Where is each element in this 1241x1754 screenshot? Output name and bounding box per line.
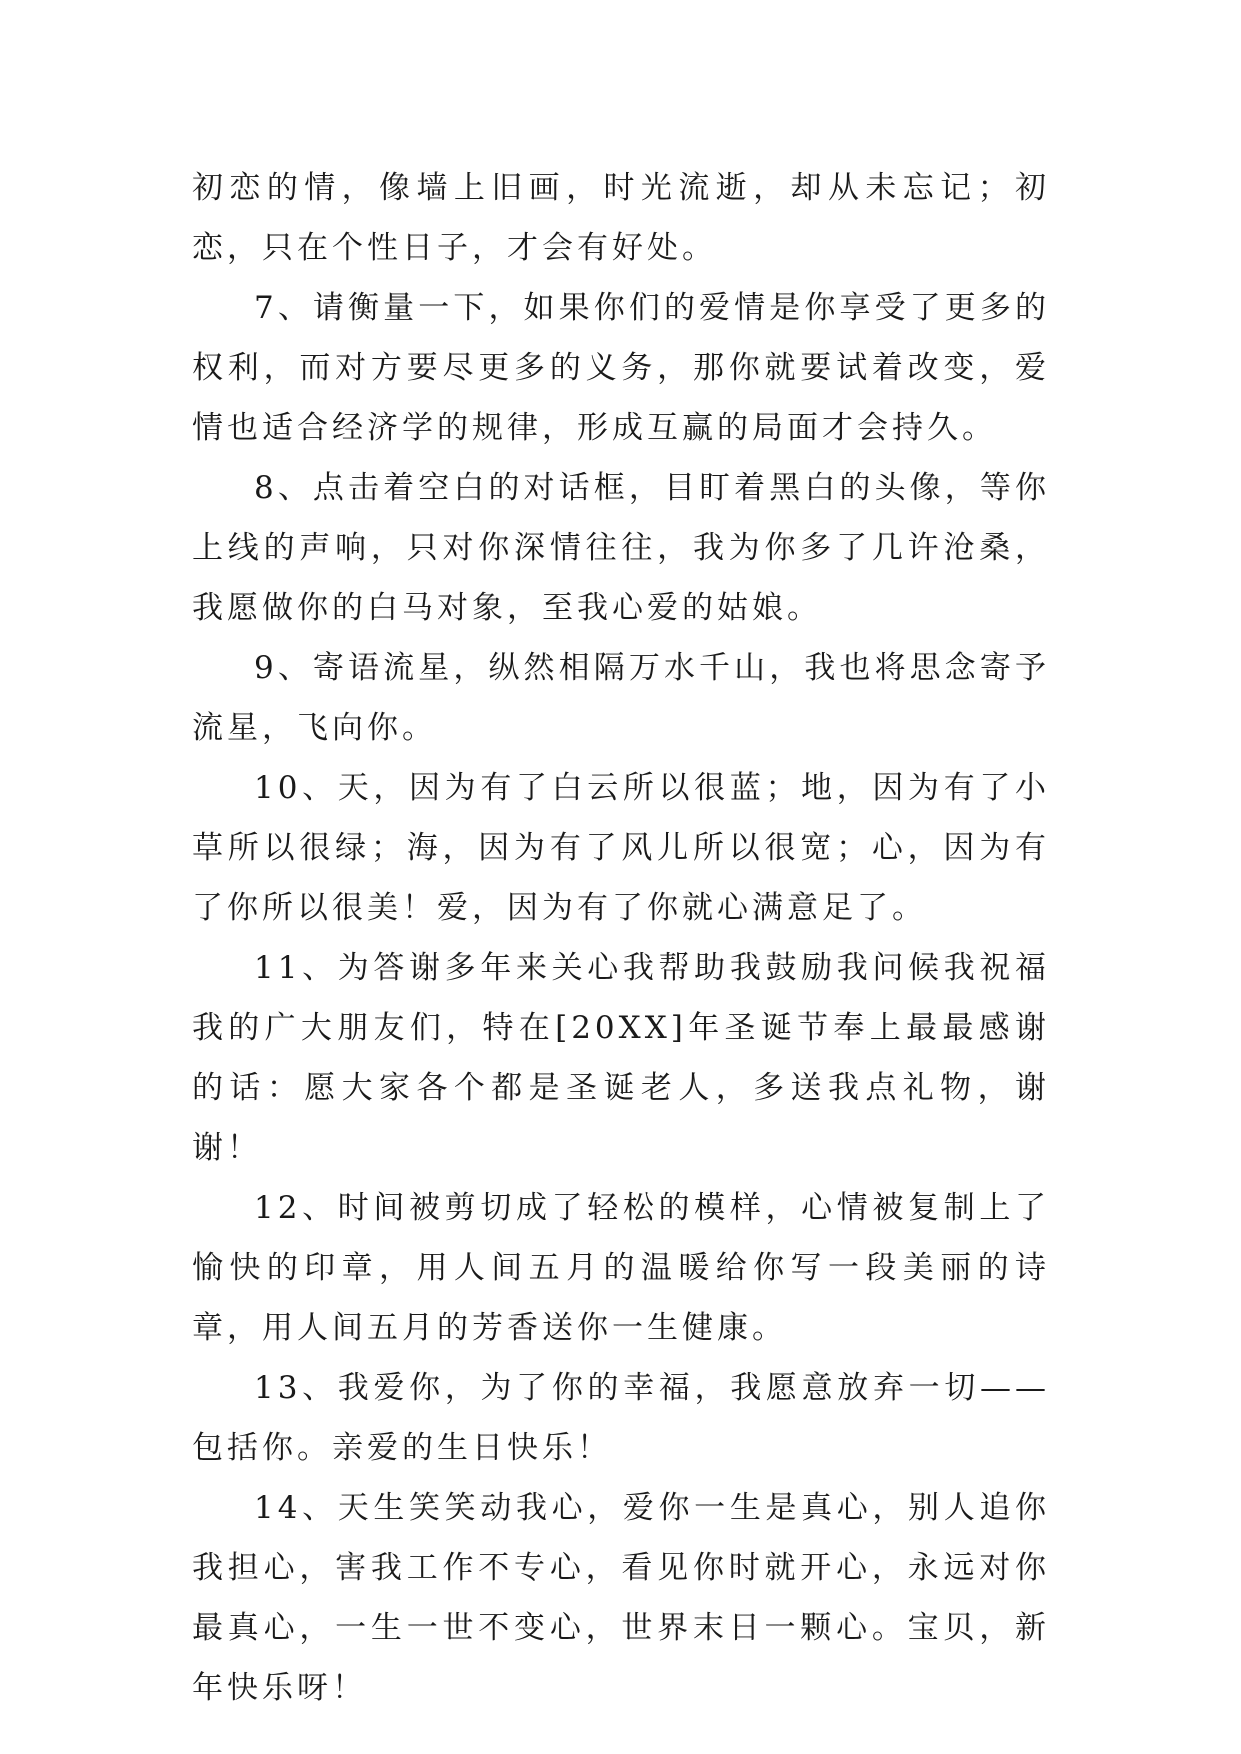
paragraph-continued: 初恋的情，像墙上旧画，时光流逝，却从未忘记；初恋，只在个性日子，才会有好处。	[192, 170, 1050, 266]
paragraph-11: 11、为答谢多年来关心我帮助我鼓励我问候我祝福我的广大朋友们，特在[20XX]年圣诞节奉上最最感谢的话：愿大家各个都是圣诞老人，多送我点礼物，谢谢！	[192, 950, 1050, 1166]
paragraph-13: 13、我爱你，为了你的幸福，我愿意放弃一切——包括你。亲爱的生日快乐！	[192, 1370, 1050, 1466]
paragraph-12: 12、时间被剪切成了轻松的模样，心情被复制上了愉快的印章，用人间五月的温暖给你写一段美丽的诗章，用人间五月的芳香送你一生健康。	[192, 1190, 1050, 1346]
paragraph-7: 7、请衡量一下，如果你们的爱情是你享受了更多的权利，而对方要尽更多的义务，那你就要试着改变，爱情也适合经济学的规律，形成互赢的局面才会持久。	[192, 290, 1050, 446]
document-body	[192, 158, 1050, 1718]
paragraph-8: 8、点击着空白的对话框，目盯着黑白的头像，等你上线的声响，只对你深情往往，我为你多了几许沧桑，我愿做你的白马对象，至我心爱的姑娘。	[192, 470, 1050, 626]
paragraph-14: 14、天生笑笑动我心，爱你一生是真心，别人追你我担心，害我工作不专心，看见你时就开心，永远对你最真心，一生一世不变心，世界末日一颗心。宝贝，新年快乐呀！	[192, 1490, 1050, 1706]
paragraph-9: 9、寄语流星，纵然相隔万水千山，我也将思念寄予流星，飞向你。	[192, 650, 1050, 746]
paragraph-10: 10、天，因为有了白云所以很蓝；地，因为有了小草所以很绿；海，因为有了风儿所以很宽；心，因为有了你所以很美！爱，因为有了你就心满意足了。	[192, 770, 1050, 926]
